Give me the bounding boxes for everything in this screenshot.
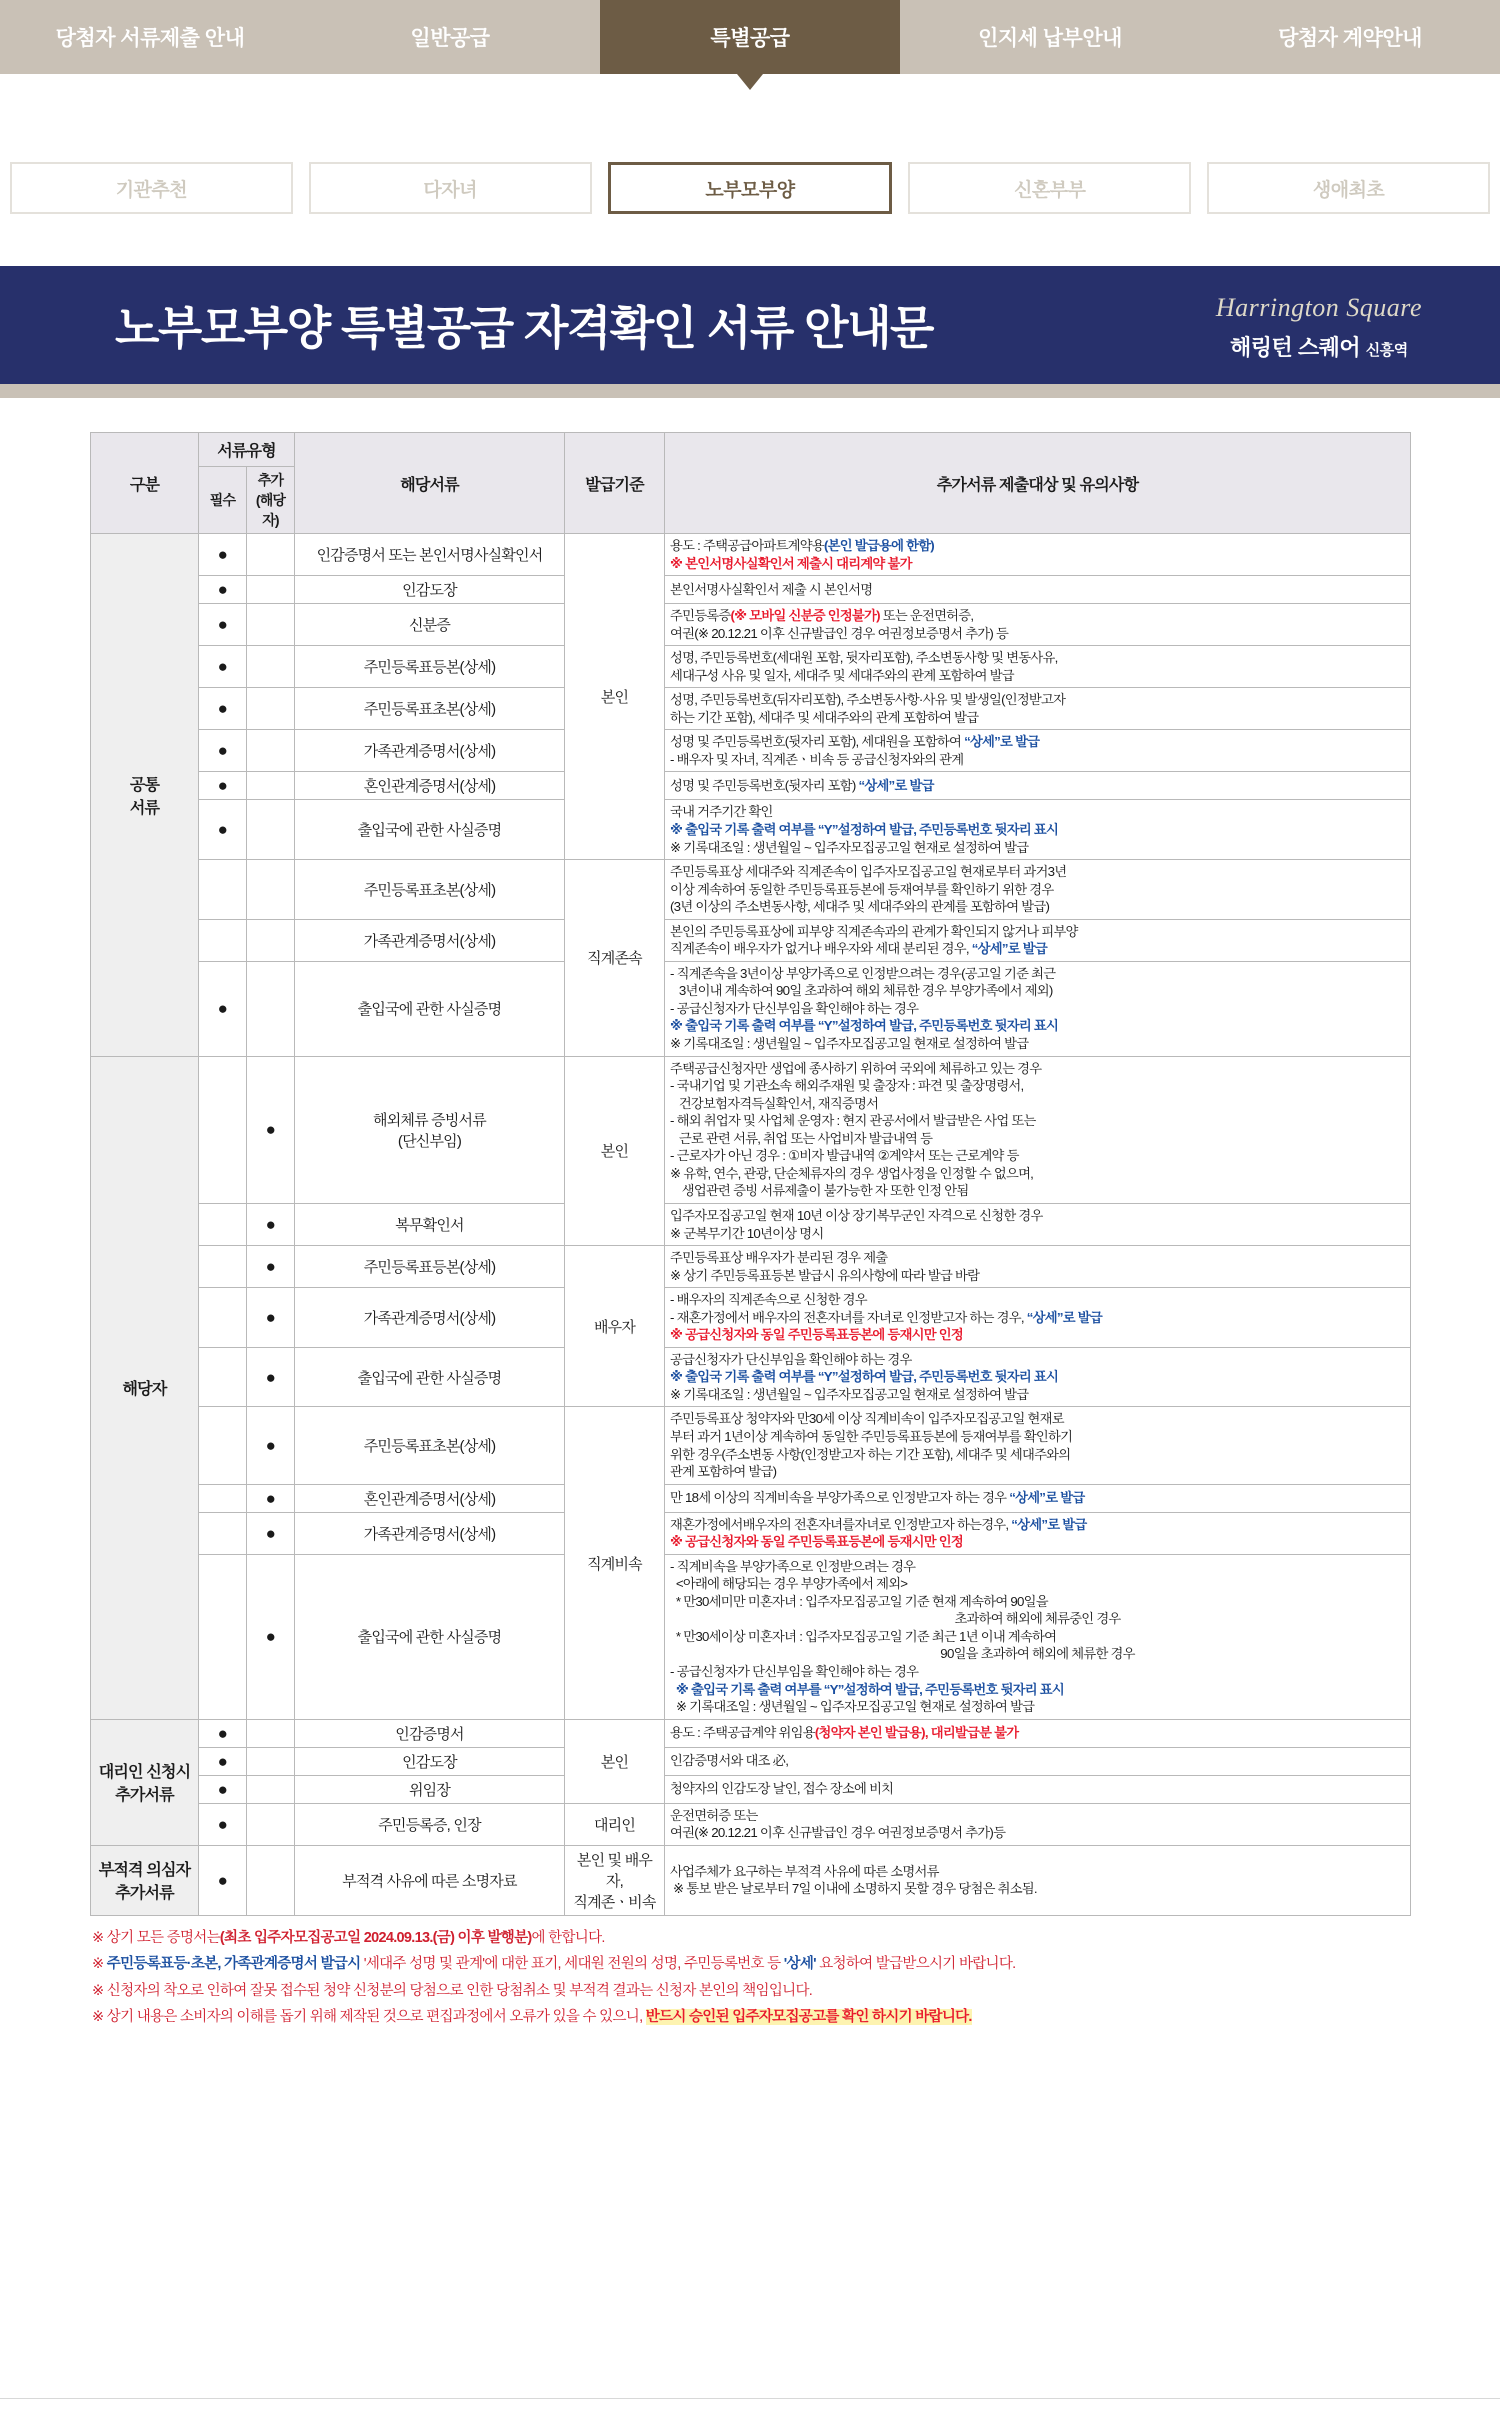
note-cell: 본인서명사실확인서 제출 시 본인서명 [665,576,1411,604]
additional-mark [247,1747,295,1775]
subnav-item-elderly-parent-support[interactable] [608,162,893,214]
tab-applicant-document-guide[interactable] [0,0,300,74]
table-row [91,1056,1411,1203]
group-label-line2: 서류 [129,799,160,817]
additional-mark: ● [247,1246,295,1288]
table-row [91,772,1411,800]
group-label-line1: 공통 [129,776,160,794]
active-tab-caret-container [0,74,1500,100]
header-issue-basis: 발급기준 [565,433,665,534]
tab-general-supply[interactable] [300,0,600,74]
required-mark: ● [199,1803,247,1845]
document-name: 주민등록증, 인장 [295,1803,565,1845]
tab-stamp-tax-payment[interactable] [900,0,1200,74]
additional-mark [247,1775,295,1803]
document-name: 가족관계증명서(상세) [295,1512,565,1554]
table-row [91,730,1411,772]
table-row [91,1747,1411,1775]
additional-mark: ● [247,1203,295,1245]
tab-contract-guide[interactable] [1200,0,1500,74]
table-row [91,961,1411,1056]
required-mark [199,1347,247,1407]
document-name: 주민등록표초본(상세) [295,688,565,730]
tab-label: 인지세 납부안내 [978,27,1122,50]
additional-mark: ● [247,1554,295,1719]
required-mark: ● [199,772,247,800]
subnav-label: 다자녀 [423,179,477,201]
document-name: 해외체류 증빙서류 (단신부임) [295,1056,565,1203]
required-mark: ● [199,646,247,688]
group-label-ineligibility-suspect [91,1845,199,1915]
table-body [91,534,1411,1916]
subnav-label: 기관추천 [115,179,188,201]
required-documents-table [90,432,1411,1916]
required-mark [199,1407,247,1484]
additional-mark [247,604,295,646]
group-label-line2: 추가서류 [115,1885,174,1903]
group-label-line1: 부적격 의심자 [98,1862,191,1880]
document-name: 인감도장 [295,1747,565,1775]
issue-basis-lineal-descendant: 직계비속 [565,1407,665,1719]
note-cell: 만 18세 이상의 직계비속을 부양가족으로 인정받고자 하는 경우 “상세”로 발급 [665,1484,1411,1512]
document-name: 인감증명서 또는 본인서명사실확인서 [295,534,565,576]
table-row [91,1407,1411,1484]
subnav-item-institution-recommendation[interactable] [10,162,293,214]
group-label-common-documents [91,534,199,1057]
document-name: 주민등록표초본(상세) [295,1407,565,1484]
subnav-label: 노부모부양 [705,179,795,201]
document-name: 부적격 사유에 따른 소명자료 [295,1845,565,1915]
required-mark: ● [199,604,247,646]
required-mark: ● [199,1845,247,1915]
required-mark: ● [199,576,247,604]
note-cell: 주민등록표상 청약자와 만30세 이상 직계비속이 입주자모집공고일 현재로 부터 과거 1년이상 계속하여 동일한 주민등록표등본에 등재여부를 확인하기 위한 경우(주소변동 사항(인정받고자 하는 기간 포함), 세대주 및 세대주와의 관계 포함하여 발급) [665,1407,1411,1484]
document-name: 가족관계증명서(상세) [295,730,565,772]
note-cell: 성명, 주민등록번호(세대원 포함, 뒷자리포함), 주소변동사항 및 변동사유, 세대구성 사유 및 일자, 세대주 및 세대주와의 관계 포함하여 발급 [665,646,1411,688]
issue-basis-self: 본인 [565,534,665,860]
required-mark: ● [199,800,247,860]
required-mark: ● [199,730,247,772]
table-row [91,1288,1411,1348]
additional-mark [247,730,295,772]
brand-name-korean [1216,331,1422,362]
header-notes: 추가서류 제출대상 및 유의사항 [665,433,1411,534]
additional-mark: ● [247,1288,295,1348]
tab-label: 특별공급 [710,27,790,50]
required-mark [199,1484,247,1512]
table-row [91,1775,1411,1803]
required-mark [199,919,247,961]
required-mark: ● [199,1775,247,1803]
document-name: 주민등록표등본(상세) [295,646,565,688]
additional-mark [247,772,295,800]
group-label-applicable-person: 해당자 [91,1056,199,1719]
required-mark [199,1512,247,1554]
sub-navigation [0,100,1500,214]
required-mark [199,860,247,920]
note-cell: 주민등록표상 세대주와 직계존속이 입주자모집공고일 현재로부터 과거3년 이상 계속하여 동일한 주민등록표등본에 등재여부를 확인하기 위한 경우 (3년 이상의 주소변동사항, 세대주 및 세대주와의 관계를 포함하여 발급) [665,860,1411,920]
additional-mark: ● [247,1347,295,1407]
group-label-line2: 추가서류 [115,1787,174,1805]
footnote-item: ※ 주민등록표등·초본, 가족관계증명서 발급시 '세대주 성명 및 관계'에 대한 표기, 세대원 전원의 성명, 주민등록번호 등 '상세' 요청하여 발급받으시기 바랍니다. [92,1956,1016,1973]
additional-mark [247,961,295,1056]
document-name: 인감증명서 [295,1719,565,1747]
brand-korean-main: 해링턴 스퀘어 [1230,334,1361,360]
note-cell: 재혼가정에서배우자의 전혼자녀를자녀로 인정받고자 하는경우, “상세”로 발급 ※ 공급신청자와 동일 주민등록표등본에 등재시만 인정 [665,1512,1411,1554]
additional-mark [247,688,295,730]
additional-mark: ● [247,1407,295,1484]
table-row [91,1803,1411,1845]
table-row [91,1347,1411,1407]
subnav-label: 신혼부부 [1014,179,1086,201]
header-document: 해당서류 [295,433,565,534]
additional-mark [247,860,295,920]
table-row [91,534,1411,576]
document-name: 위임장 [295,1775,565,1803]
document-name: 출입국에 관한 사실증명 [295,1347,565,1407]
table-row [91,1554,1411,1719]
tab-special-supply[interactable] [600,0,900,74]
issue-basis-self-spouse-relatives: 본인 및 배우자, 직계존ㆍ비속 [565,1845,665,1915]
caret-down-icon [737,74,763,90]
page-title: 노부모부양 특별공급 자격확인 서류 안내문 [115,302,933,354]
document-name: 신분증 [295,604,565,646]
tab-label: 당첨자 계약안내 [1278,27,1422,50]
required-mark [199,1056,247,1203]
note-cell: 용도 : 주택공급계약 위임용(청약자 본인 발급용), 대리발급분 불가 [665,1719,1411,1747]
footnote-item: ※ 신청자의 착오로 인하여 잘못 접수된 청약 신청분의 당첨으로 인한 당첨취소 및 부적격 결과는 신청자 본인의 책임입니다. [92,1982,813,1999]
table-row [91,1719,1411,1747]
note-cell: 성명, 주민등록번호(뒤자리포함), 주소변동사항·사유 및 발생일(인정받고자 하는 기간 포함), 세대주 및 세대주와의 관계 포함하여 발급 [665,688,1411,730]
note-cell: 성명 및 주민등록번호(뒷자리 포함) “상세”로 발급 [665,772,1411,800]
brand-name-english: Harrington Square [1215,293,1422,322]
tab-label: 일반공급 [410,27,490,50]
note-cell: 청약자의 인감도장 날인, 접수 장소에 비치 [665,1775,1411,1803]
table-row [91,1512,1411,1554]
table-row [91,919,1411,961]
header-required: 필수 [199,467,247,534]
note-cell: 주민등록증(※ 모바일 신분증 인정불가) 또는 운전면허증, 여권(※ 20.12.21 이후 신규발급인 경우 여권정보증명서 추가) 등 [665,604,1411,646]
header-additional-line2: (해당자) [255,492,286,528]
note-cell: 주택공급신청자만 생업에 종사하기 위하여 국외에 체류하고 있는 경우 - 국내기업 및 기관소속 해외주재원 및 출장자 : 파견 및 출장명령서, 건강보험자격득실확인서, 재직증명서 - 해외 취업자 및 사업체 운영자 : 현지 관공서에서 발급받은 사업 또는 근로 관련 서류, 취업 또는 사업비자 발급내역 등 - 근로자가 아닌 경우 : ①비자 발급내역 ②계약서 또는 근로계약 등 ※ 유학, 연수, 관광, 단순체류자의 경우 생업사정을 인정할 수 없으며, 생업관련 증빙 서류제출이 불가능한 자 또한 인정 안됨 [665,1056,1411,1203]
additional-mark: ● [247,1484,295,1512]
footnote-item: ※ 상기 내용은 소비자의 이해를 돕기 위해 제작된 것으로 편집과정에서 오류가 있을 수 있으니, 반드시 승인된 입주자모집공고를 확인 하시기 바랍니다. [92,2009,972,2026]
document-name: 가족관계증명서(상세) [295,1288,565,1348]
subnav-item-newlywed[interactable] [908,162,1191,214]
footnote-item: ※ 상기 모든 증명서는(최초 입주자모집공고일 2024.09.13.(금) 이후 발행분)에 한합니다. [92,1929,605,1946]
document-name: 혼인관계증명서(상세) [295,1484,565,1512]
note-cell: - 직계비속을 부양가족으로 인정받으려는 경우 <아래에 해당되는 경우 부양가족에서 제외> * 만30세미만 미혼자녀 : 입주자모집공고일 기준 현재 계속하여 90일을 초과하여 해외에 체류중인 경우 * 만30세이상 미혼자녀 : 입주자모집공고일 기준 최근 1년 이내 계속하여 90일을 초과하여 해외에 체류한 경우 - 공급신청자가 단신부임을 확인해야 하는 경우 ※ 출입국 기록 출력 여부를 “Y”설정하여 발급, 주민등록번호 뒷자리 표시 ※ 기록대조일 : 생년월일 ~ 입주자모집공고일 현재로 설정하여 발급 [665,1554,1411,1719]
document-name: 출입국에 관한 사실증명 [295,1554,565,1719]
note-cell: 본인의 주민등록표상에 피부양 직계존속과의 관계가 확인되지 않거나 피부양 직계존속이 배우자가 없거나 배우자와 세대 분리된 경우, “상세”로 발급 [665,919,1411,961]
footer-notes [0,1916,1500,2028]
required-mark: ● [199,534,247,576]
additional-mark [247,1719,295,1747]
required-mark [199,1554,247,1719]
document-name: 주민등록표등본(상세) [295,1246,565,1288]
page-bottom-divider [0,2398,1500,2399]
table-header-row-1 [91,433,1411,467]
header-additional [247,467,295,534]
note-cell: 입주자모집공고일 현재 10년 이상 장기복무군인 자격으로 신청한 경우 ※ 군복무기간 10년이상 명시 [665,1203,1411,1245]
document-name: 주민등록표초본(상세) [295,860,565,920]
document-name: 복무확인서 [295,1203,565,1245]
table-row [91,576,1411,604]
additional-mark: ● [247,1512,295,1554]
note-cell: 국내 거주기간 확인 ※ 출입국 기록 출력 여부를 “Y”설정하여 발급, 주민등록번호 뒷자리 표시 ※ 기록대조일 : 생년월일 ~ 입주자모집공고일 현재로 설정하여 발급 [665,800,1411,860]
table-row [91,604,1411,646]
document-name: 혼인관계증명서(상세) [295,772,565,800]
group-label-line1: 대리인 신청시 [98,1764,191,1782]
document-name: 출입국에 관한 사실증명 [295,800,565,860]
header-division: 구분 [91,433,199,534]
document-name: 가족관계증명서(상세) [295,919,565,961]
table-row [91,860,1411,920]
group-label-proxy-application [91,1719,199,1845]
required-mark [199,1203,247,1245]
additional-mark [247,534,295,576]
tab-label: 당첨자 서류제출 안내 [55,27,245,50]
note-cell: 성명 및 주민등록번호(뒷자리 포함), 세대원을 포함하여 “상세”로 발급 - 배우자 및 자녀, 직계존ㆍ비속 등 공급신청자와의 관계 [665,730,1411,772]
note-cell: 인감증명서와 대조 必, [665,1747,1411,1775]
required-mark: ● [199,688,247,730]
note-cell: 운전면허증 또는 여권(※ 20.12.21 이후 신규발급인 경우 여권정보증명서 추가)등 [665,1803,1411,1845]
subnav-item-first-time-homebuyer[interactable] [1207,162,1490,214]
additional-mark [247,646,295,688]
document-name: 출입국에 관한 사실증명 [295,961,565,1056]
additional-mark [247,919,295,961]
table-row [91,1484,1411,1512]
issue-basis-self: 본인 [565,1056,665,1245]
table-header [91,433,1411,534]
required-mark [199,1288,247,1348]
document-name: 인감도장 [295,576,565,604]
table-row [91,1845,1411,1915]
table-row [91,1203,1411,1245]
brand-korean-station: 신흥역 [1365,341,1408,359]
issue-basis-proxy: 대리인 [565,1803,665,1845]
document-table-container [0,398,1500,1916]
subnav-label: 생애최초 [1312,179,1385,201]
top-navigation [0,0,1500,74]
brand-logo [1216,294,1422,362]
header-additional-line1: 추가 [257,472,284,488]
hero-bottom-bar [0,384,1500,398]
required-mark: ● [199,1747,247,1775]
additional-mark [247,800,295,860]
table-row [91,646,1411,688]
additional-mark [247,1803,295,1845]
additional-mark: ● [247,1056,295,1203]
table-row [91,1246,1411,1288]
note-cell: - 직계존속을 3년이상 부양가족으로 인정받으려는 경우(공고일 기준 최근 3년이내 계속하여 90일 초과하여 해외 체류한 경우 부양가족에서 제외) - 공급신청자가 단신부임을 확인해야 하는 경우 ※ 출입국 기록 출력 여부를 “Y”설정하여 발급, 주민등록번호 뒷자리 표시 ※ 기록대조일 : 생년월일 ~ 입주자모집공고일 현재로 설정하여 발급 [665,961,1411,1056]
table-row [91,800,1411,860]
required-mark: ● [199,1719,247,1747]
issue-basis-lineal-ascendant: 직계존속 [565,860,665,1056]
hero-banner [0,266,1500,384]
table-row [91,688,1411,730]
note-cell: 사업주체가 요구하는 부적격 사유에 따른 소명서류 ※ 통보 받은 날로부터 7일 이내에 소명하지 못할 경우 당첨은 취소됨. [665,1845,1411,1915]
note-cell: 용도 : 주택공급아파트계약용(본인 발급용에 한함) ※ 본인서명사실확인서 제출시 대리계약 불가 [665,534,1411,576]
header-document-type: 서류유형 [199,433,295,467]
additional-mark [247,576,295,604]
note-cell: 주민등록표상 배우자가 분리된 경우 제출 ※ 상기 주민등록표등본 발급시 유의사항에 따라 발급 바람 [665,1246,1411,1288]
subnav-item-multi-child[interactable] [309,162,592,214]
issue-basis-spouse: 배우자 [565,1246,665,1407]
note-cell: - 배우자의 직계존속으로 신청한 경우 - 재혼가정에서 배우자의 전혼자녀를 자녀로 인정받고자 하는 경우, “상세”로 발급 ※ 공급신청자와 동일 주민등록표등본에 등재시만 인정 [665,1288,1411,1348]
required-mark [199,1246,247,1288]
note-cell: 공급신청자가 단신부임을 확인해야 하는 경우 ※ 출입국 기록 출력 여부를 “Y”설정하여 발급, 주민등록번호 뒷자리 표시 ※ 기록대조일 : 생년월일 ~ 입주자모집공고일 현재로 설정하여 발급 [665,1347,1411,1407]
issue-basis-self: 본인 [565,1719,665,1803]
additional-mark [247,1845,295,1915]
required-mark: ● [199,961,247,1056]
